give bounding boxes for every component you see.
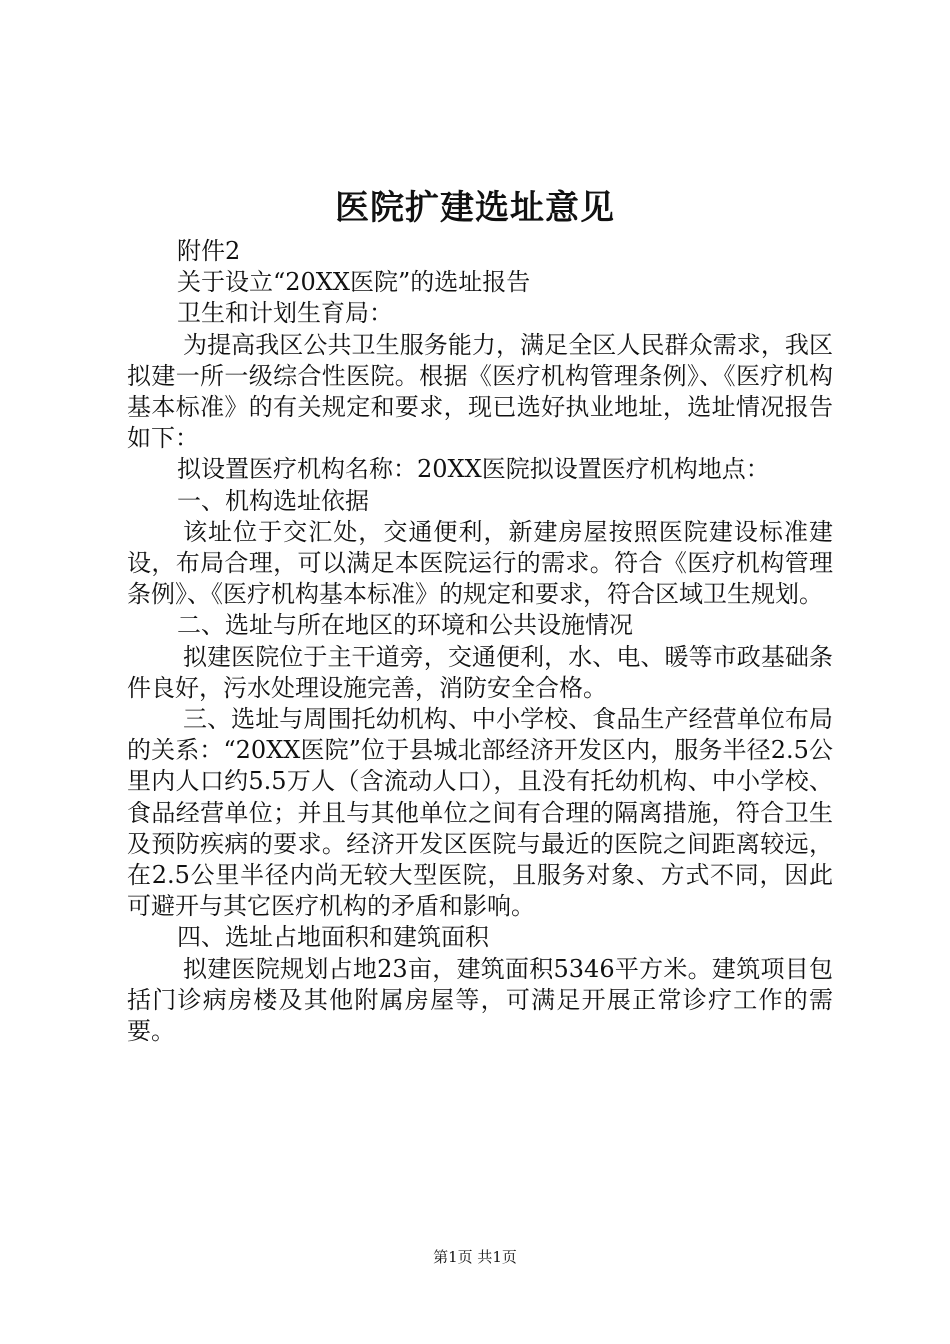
page-number-footer: 第1页 共1页 (433, 1248, 517, 1266)
section-heading-1: 一、机构选址依据 (177, 486, 369, 515)
section-4-paragraph: 拟建医院规划占地23亩，建筑面积5346平方米。建筑项目包括门诊病房楼及其他附属房屋等，可满足开展正常诊疗工作的需要。 (127, 954, 833, 1046)
recipient-line: 卫生和计划生育局： (177, 299, 393, 328)
document-title: 医院扩建选址意见 (335, 188, 615, 228)
intro-paragraph: 为提高我区公共卫生服务能力，满足全区人民群众需求，我区拟建一所一级综合性医院。根据《医疗机构管理条例》、《医疗机构基本标准》的有关规定和要求，现已选好执业地址，选址情况报告如下： (127, 330, 833, 453)
document-body (127, 236, 833, 1047)
section-3-paragraph: 三、选址与周围托幼机构、中小学校、食品生产经营单位布局的关系：“20XX医院”位于县城北部经济开发区内，服务半径2.5公里内人口约5.5万人（含流动人口），且没有托幼机构、中小学校、食品经营单位；并且与其他单位之间有合理的隔离措施，符合卫生及预防疾病的要求。经济开发区医院与最近的医院之间距离较远，在2.5公里半径内尚无较大型医院，且服务对象、方式不同，因此可避开与其它医疗机构的矛盾和影响。 (127, 705, 833, 921)
section-heading-4: 四、选址占地面积和建筑面积 (177, 923, 489, 952)
attachment-label: 附件2 (177, 237, 241, 265)
section-1-paragraph: 该址位于交汇处，交通便利，新建房屋按照医院建设标准建设，布局合理，可以满足本医院运行的需求。符合《医疗机构管理条例》、《医疗机构基本标准》的规定和要求，符合区域卫生规划。 (127, 517, 833, 609)
section-heading-2: 二、选址与所在地区的环境和公共设施情况 (177, 611, 633, 640)
section-2-paragraph: 拟建医院位于主干道旁，交通便利，水、电、暖等市政基础条件良好，污水处理设施完善，消防安全合格。 (127, 642, 833, 702)
institution-name-line: 拟设置医疗机构名称：20XX医院拟设置医疗机构地点： (177, 455, 770, 484)
report-subtitle: 关于设立“20XX医院”的选址报告 (177, 268, 531, 297)
